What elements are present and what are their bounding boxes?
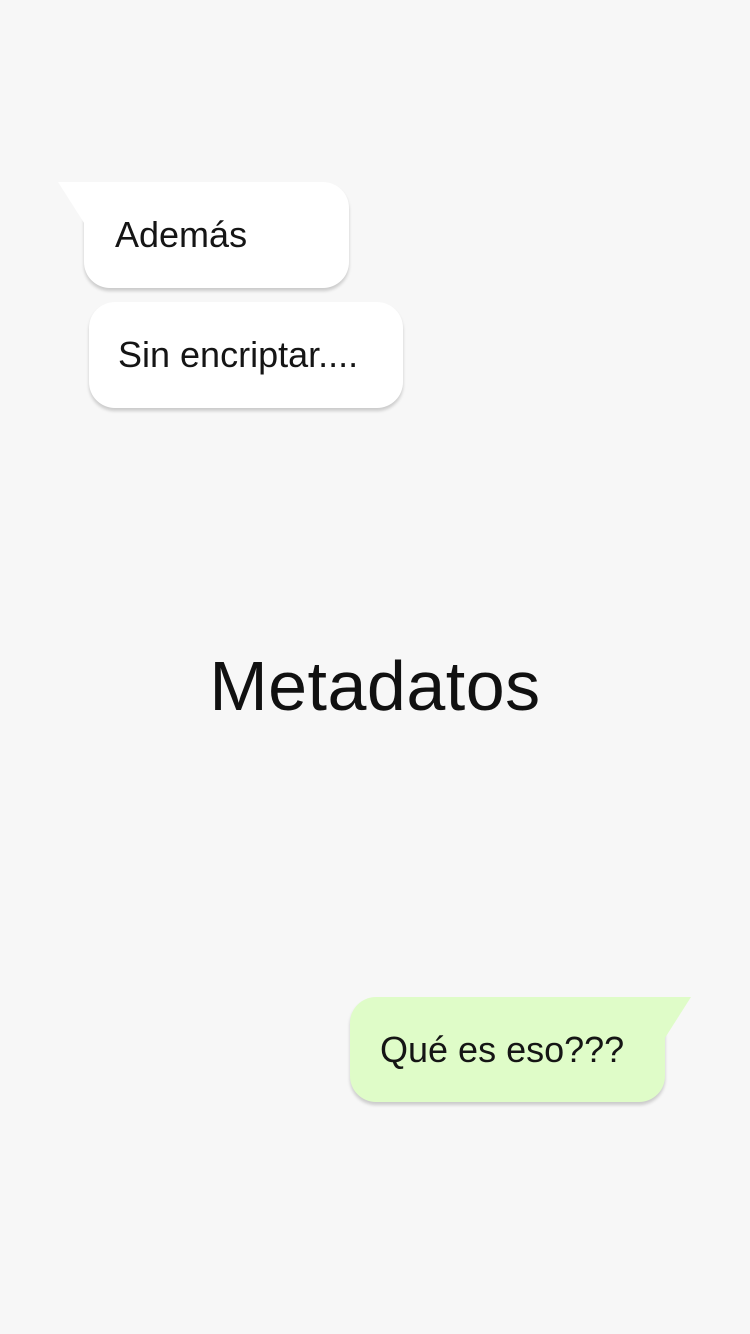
- outgoing-message-bubble[interactable]: [350, 997, 665, 1102]
- incoming-message-bubble[interactable]: [89, 302, 403, 408]
- incoming-message-bubble[interactable]: [84, 182, 349, 288]
- message-text: Sin encriptar....: [118, 334, 359, 375]
- page-title: Metadatos: [209, 647, 541, 725]
- bubble-tail-icon: [663, 997, 691, 1041]
- message-text: Qué es eso???: [380, 1028, 625, 1070]
- message-text: Además: [115, 214, 248, 255]
- bubble-tail-icon: [58, 182, 86, 226]
